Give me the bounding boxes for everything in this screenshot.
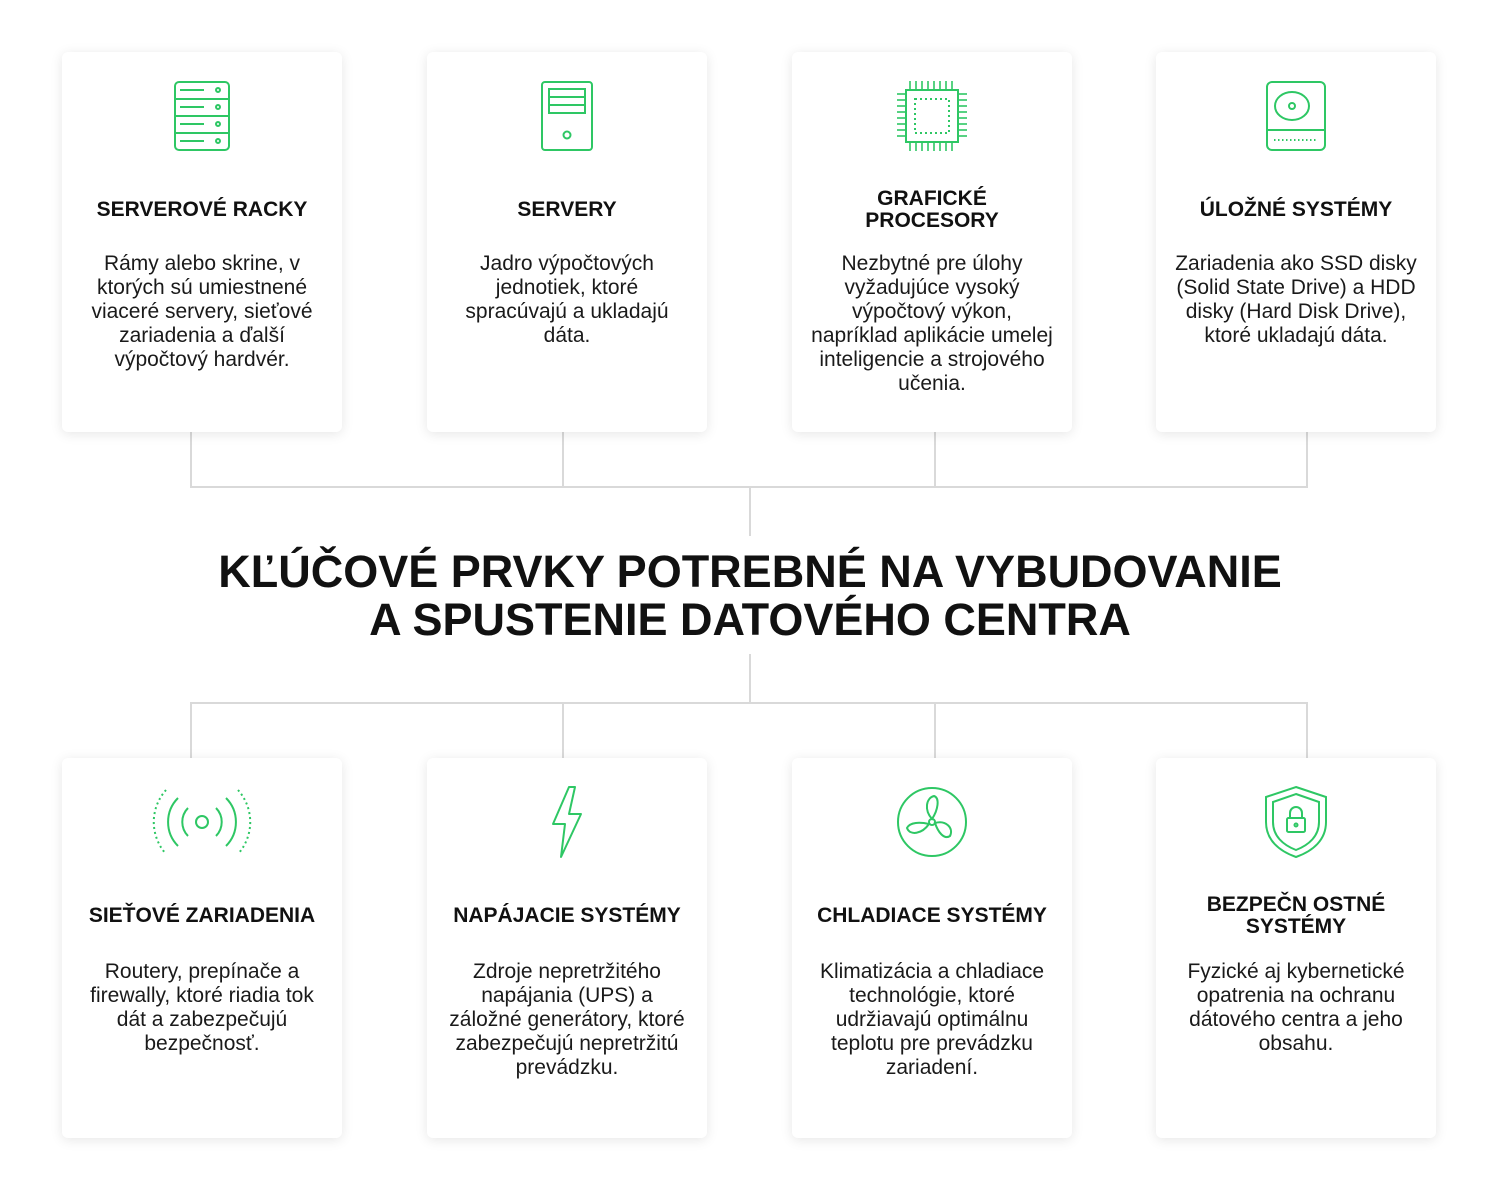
lightning-bolt-icon xyxy=(427,776,707,868)
card-title: SERVEROVÉ RACKY xyxy=(96,198,308,221)
card-title: BEZPEČN OSTNÉ SYSTÉMY xyxy=(1206,893,1386,938)
card-server-racks xyxy=(62,52,342,432)
security-shield-lock-icon xyxy=(1156,776,1436,868)
gpu-chip-icon xyxy=(792,70,1072,162)
card-description: Rámy alebo skrine, v ktorých sú umiestnené viaceré servery, sieťové zariadenia a ďalší výpočtový hardvér. xyxy=(91,252,313,371)
card-cooling xyxy=(792,758,1072,1138)
server-rack-icon xyxy=(62,70,342,162)
card-title: GRAFICKÉ PROCESORY xyxy=(865,187,999,232)
card-description: Jadro výpočtových jednotiek, ktoré spracúvajú a ukladajú dáta. xyxy=(465,252,669,347)
wireless-signal-icon xyxy=(62,776,342,868)
card-description: Nezbytné pre úlohy vyžadujúce vysoký výpočtový výkon, napríklad aplikácie umelej inteligencie a strojového učenia. xyxy=(811,252,1053,395)
card-servers xyxy=(427,52,707,432)
card-title: ÚLOŽNÉ SYSTÉMY xyxy=(1199,198,1393,221)
card-description: Fyzické aj kybernetické opatrenia na ochranu dátového centra a jeho obsahu. xyxy=(1187,960,1405,1055)
card-description: Routery, prepínače a firewally, ktoré riadia tok dát a zabezpečujú bezpečnosť. xyxy=(90,960,314,1055)
main-title xyxy=(150,548,1350,644)
card-title: SIEŤOVÉ ZARIADENIA xyxy=(88,904,316,927)
title-line-2: A SPUSTENIE DATOVÉHO CENTRA xyxy=(369,594,1131,645)
card-title: CHLADIACE SYSTÉMY xyxy=(817,904,1047,927)
card-description: Zariadenia ako SSD disky (Solid State Drive) a HDD disky (Hard Disk Drive), ktoré ukladajú dáta. xyxy=(1175,252,1417,347)
connector-line xyxy=(934,702,936,758)
connector-line xyxy=(1306,702,1308,758)
connector-line xyxy=(1306,432,1308,488)
cooling-fan-icon xyxy=(792,776,1072,868)
connector-line xyxy=(190,702,1308,704)
card-network xyxy=(62,758,342,1138)
card-gpus xyxy=(792,52,1072,432)
server-tower-icon xyxy=(427,70,707,162)
connector-line xyxy=(749,654,751,704)
card-power xyxy=(427,758,707,1138)
title-line-1: KĽÚČOVÉ PRVKY POTREBNÉ NA VYBUDOVANIE xyxy=(218,546,1282,597)
card-description: Zdroje nepretržitého napájania (UPS) a záložné generátory, ktoré zabezpečujú nepretržitú prevádzku. xyxy=(449,960,685,1079)
card-description: Klimatizácia a chladiace technológie, ktoré udržiavajú optimálnu teplotu pre prevádzku zariadení. xyxy=(819,960,1045,1079)
connector-line xyxy=(190,432,192,488)
connector-line xyxy=(190,702,192,758)
hard-drive-icon xyxy=(1156,70,1436,162)
connector-line xyxy=(934,432,936,488)
card-security xyxy=(1156,758,1436,1138)
connector-line xyxy=(749,486,751,536)
connector-line xyxy=(562,432,564,488)
card-title: NAPÁJACIE SYSTÉMY xyxy=(453,904,681,927)
card-title: SERVERY xyxy=(517,198,617,221)
card-storage xyxy=(1156,52,1436,432)
connector-line xyxy=(562,702,564,758)
